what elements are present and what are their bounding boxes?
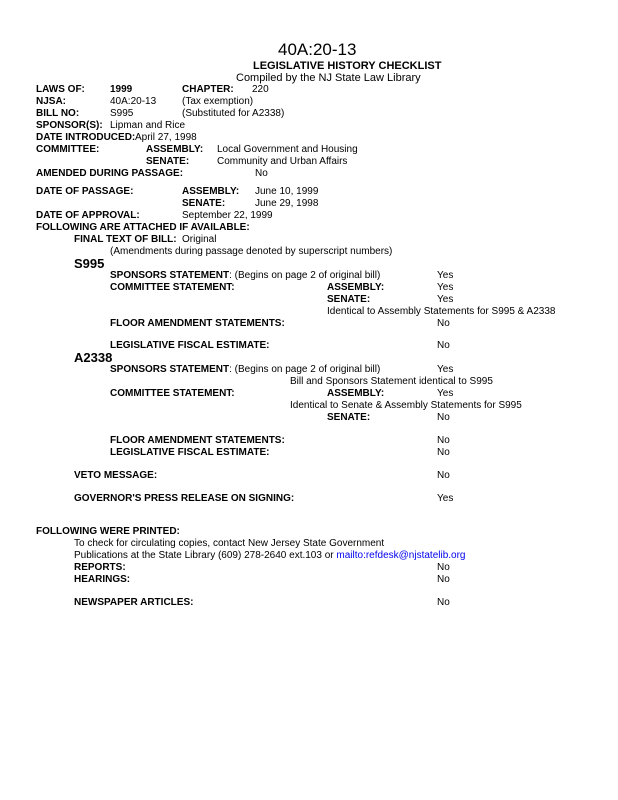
printed-heading: FOLLOWING WERE PRINTED: [36, 526, 180, 537]
amended-value: No [255, 168, 268, 179]
hearings-value: No [437, 574, 450, 585]
laws-of-label: LAWS OF: [36, 84, 85, 95]
printed-line-2-text: Publications at the State Library (609) 278-2640 ext.103 or [74, 550, 337, 561]
bill-no-label: BILL NO: [36, 108, 80, 119]
printed-line-2 [74, 550, 466, 562]
a2338-sponsors-statement [110, 364, 380, 376]
compiled-by: Compiled by the NJ State Law Library [236, 72, 421, 84]
s995-sponsors-value: Yes [437, 270, 454, 281]
chapter-value: 220 [252, 84, 269, 95]
committee-senate-label: SENATE: [146, 156, 190, 167]
passage-senate-value: June 29, 1998 [255, 198, 319, 209]
sponsors-value: Lipman and Rice [110, 120, 186, 131]
s995-floor-value: No [437, 318, 450, 329]
s995-sponsors-label: SPONSORS STATEMENT [110, 270, 230, 281]
committee-senate-value: Community and Urban Affairs [217, 156, 348, 167]
approval-value: September 22, 1999 [182, 210, 273, 221]
veto-value: No [437, 470, 450, 481]
a2338-heading: A2338 [74, 350, 113, 365]
a2338-senate-label: SENATE: [327, 412, 371, 423]
s995-sponsors-note: : (Begins on page 2 of original bill) [229, 270, 381, 281]
press-release-value: Yes [437, 493, 454, 504]
reports-label: REPORTS: [74, 562, 126, 573]
a2338-fiscal-label: LEGISLATIVE FISCAL ESTIMATE: [110, 447, 270, 458]
attached-heading: FOLLOWING ARE ATTACHED IF AVAILABLE: [36, 222, 250, 233]
bill-no-value: S995 [110, 108, 134, 119]
veto-label: VETO MESSAGE: [74, 470, 158, 481]
chapter-label: CHAPTER: [182, 84, 234, 95]
a2338-sponsors-identical: Bill and Sponsors Statement identical to S995 [290, 376, 493, 387]
newspaper-label: NEWSPAPER ARTICLES: [74, 597, 194, 608]
passage-label: DATE OF PASSAGE: [36, 186, 134, 197]
committee-label: COMMITTEE: [36, 144, 100, 155]
s995-floor-label: FLOOR AMENDMENT STATEMENTS: [110, 318, 285, 329]
bill-no-note: (Substituted for A2338) [182, 108, 285, 119]
date-introduced-value: April 27, 1998 [135, 132, 197, 143]
committee-assembly-value: Local Government and Housing [217, 144, 358, 155]
s995-heading: S995 [74, 256, 105, 271]
s995-assembly-label: ASSEMBLY: [327, 282, 385, 293]
final-text-value: Original [182, 234, 217, 245]
a2338-fiscal-value: No [437, 447, 450, 458]
hearings-label: HEARINGS: [74, 574, 131, 585]
njsa-label: NJSA: [36, 96, 67, 107]
a2338-identical-note: Identical to Senate & Assembly Statements for S995 [290, 400, 522, 411]
committee-assembly-label: ASSEMBLY: [146, 144, 204, 155]
date-introduced-label: DATE INTRODUCED: [36, 132, 136, 143]
a2338-sponsors-note: : (Begins on page 2 of original bill) [229, 364, 381, 375]
s995-senate-value: Yes [437, 294, 454, 305]
a2338-assembly-value: Yes [437, 388, 454, 399]
reports-value: No [437, 562, 450, 573]
email-link[interactable]: mailto:refdesk@njstatelib.org [336, 550, 466, 561]
a2338-senate-value: No [437, 412, 450, 423]
page-title: 40A:20-13 [278, 40, 357, 59]
passage-assembly-value: June 10, 1999 [255, 186, 319, 197]
s995-fiscal-label: LEGISLATIVE FISCAL ESTIMATE: [110, 340, 270, 351]
laws-of-value: 1999 [110, 84, 133, 95]
njsa-value: 40A:20-13 [110, 96, 157, 107]
final-text-label: FINAL TEXT OF BILL: [74, 234, 177, 245]
sponsors-label: SPONSOR(S): [36, 120, 103, 131]
s995-sponsors-statement [110, 270, 380, 282]
s995-senate-label: SENATE: [327, 294, 371, 305]
s995-assembly-value: Yes [437, 282, 454, 293]
press-release-label: GOVERNOR'S PRESS RELEASE ON SIGNING: [74, 493, 295, 504]
a2338-committee-label: COMMITTEE STATEMENT: [110, 388, 235, 399]
approval-label: DATE OF APPROVAL: [36, 210, 140, 221]
printed-line-1: To check for circulating copies, contact New Jersey State Government [74, 538, 385, 549]
a2338-floor-label: FLOOR AMENDMENT STATEMENTS: [110, 435, 285, 446]
s995-identical-note: Identical to Assembly Statements for S995 & A2338 [327, 306, 556, 317]
passage-assembly-label: ASSEMBLY: [182, 186, 240, 197]
amended-label: AMENDED DURING PASSAGE: [36, 168, 184, 179]
a2338-sponsors-value: Yes [437, 364, 454, 375]
a2338-floor-value: No [437, 435, 450, 446]
passage-senate-label: SENATE: [182, 198, 226, 209]
newspaper-value: No [437, 597, 450, 608]
a2338-sponsors-label: SPONSORS STATEMENT [110, 364, 230, 375]
s995-committee-label: COMMITTEE STATEMENT: [110, 282, 235, 293]
final-text-note: (Amendments during passage denoted by superscript numbers) [110, 246, 393, 257]
a2338-assembly-label: ASSEMBLY: [327, 388, 385, 399]
njsa-note: (Tax exemption) [182, 96, 254, 107]
page-subtitle: LEGISLATIVE HISTORY CHECKLIST [253, 60, 442, 72]
s995-fiscal-value: No [437, 340, 450, 351]
